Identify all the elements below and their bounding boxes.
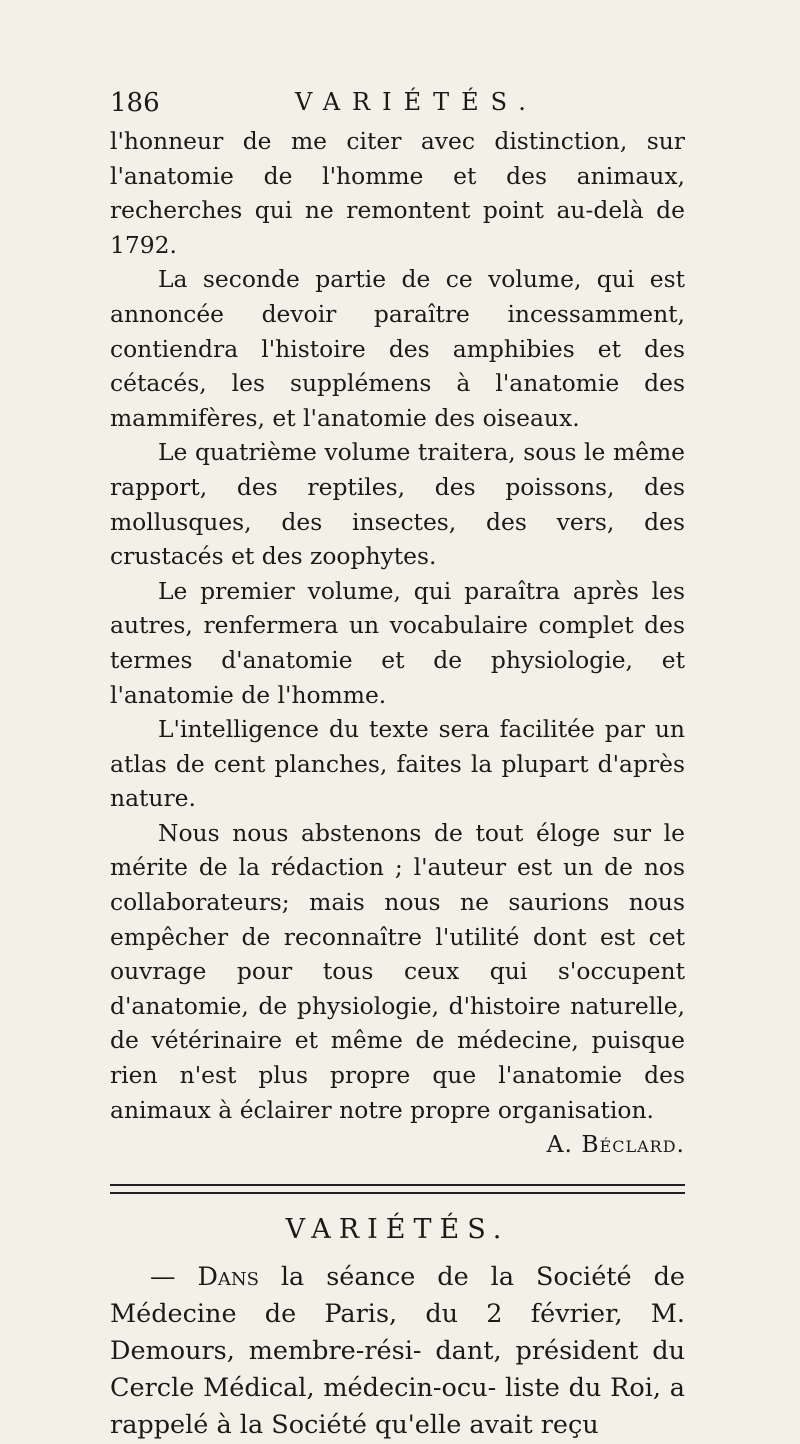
page-number: 186 — [110, 88, 160, 118]
running-head — [110, 82, 685, 124]
paragraph-continuation: l'honneur de me citer avec distinction, sur l'anatomie de l'homme et des animaux, recherches qui ne remontent point au-delà de 1792. — [110, 127, 685, 259]
lead-dash: — — [150, 1261, 198, 1292]
author-signature: A. Béclard. — [546, 1130, 685, 1159]
paragraph-atlas: L'intelligence du texte sera facilitée par un atlas de cent planches, faites la plupart d'après nature. — [110, 715, 685, 813]
section-paragraph — [110, 1259, 685, 1444]
running-title: VARIÉTÉS. — [295, 88, 538, 116]
paragraph-review: Nous nous abstenons de tout éloge sur le mérite de la rédaction ; l'auteur est un de nos collaborateurs; mais nous ne saurions nous empêcher de reconnaître l'utilité dont est cet ouvrage pour tous ceux qui s'occupent d'anatomie, de physiologie, d'histoire naturelle, de vétérinaire et même de médecine, puisque rien n'est plus propre que l'anatomie des animaux à éclairer notre propre organisation. — [110, 818, 685, 1124]
paragraph-first-volume: Le premier volume, qui paraîtra après les autres, renfermera un vocabulaire complet des termes d'anatomie et de physiologie, et l'anatomie de l'homme. — [110, 576, 685, 709]
section-line: dant, président du Cercle Médical, médecin-ocu- — [110, 1335, 685, 1403]
section-title: VARIÉTÉS. — [285, 1213, 510, 1245]
page — [110, 82, 685, 1444]
paragraph-second-part: La seconde partie de ce volume, qui est annoncée devoir paraître incessamment, contiendra l'histoire des amphibies et des cétacés, les supplémens à l'anatomie des mammifères, et l'anatomie des oiseaux. — [110, 265, 685, 432]
section-line: la séance de la Société de Médecine de — [110, 1261, 685, 1329]
lead-word: Dans — [197, 1261, 259, 1292]
paragraph-fourth-volume: Le quatrième volume traitera, sous le même rapport, des reptiles, des poissons, des mollusques, des insectes, des vers, des crustacés et des zoophytes. — [110, 438, 685, 571]
section-line: Paris, du 2 février, M. Demours, membre-rési- — [110, 1298, 685, 1366]
section-divider — [110, 1184, 685, 1194]
section-line: liste du Roi, a rappelé à la Société qu'elle avait reçu — [110, 1372, 685, 1440]
